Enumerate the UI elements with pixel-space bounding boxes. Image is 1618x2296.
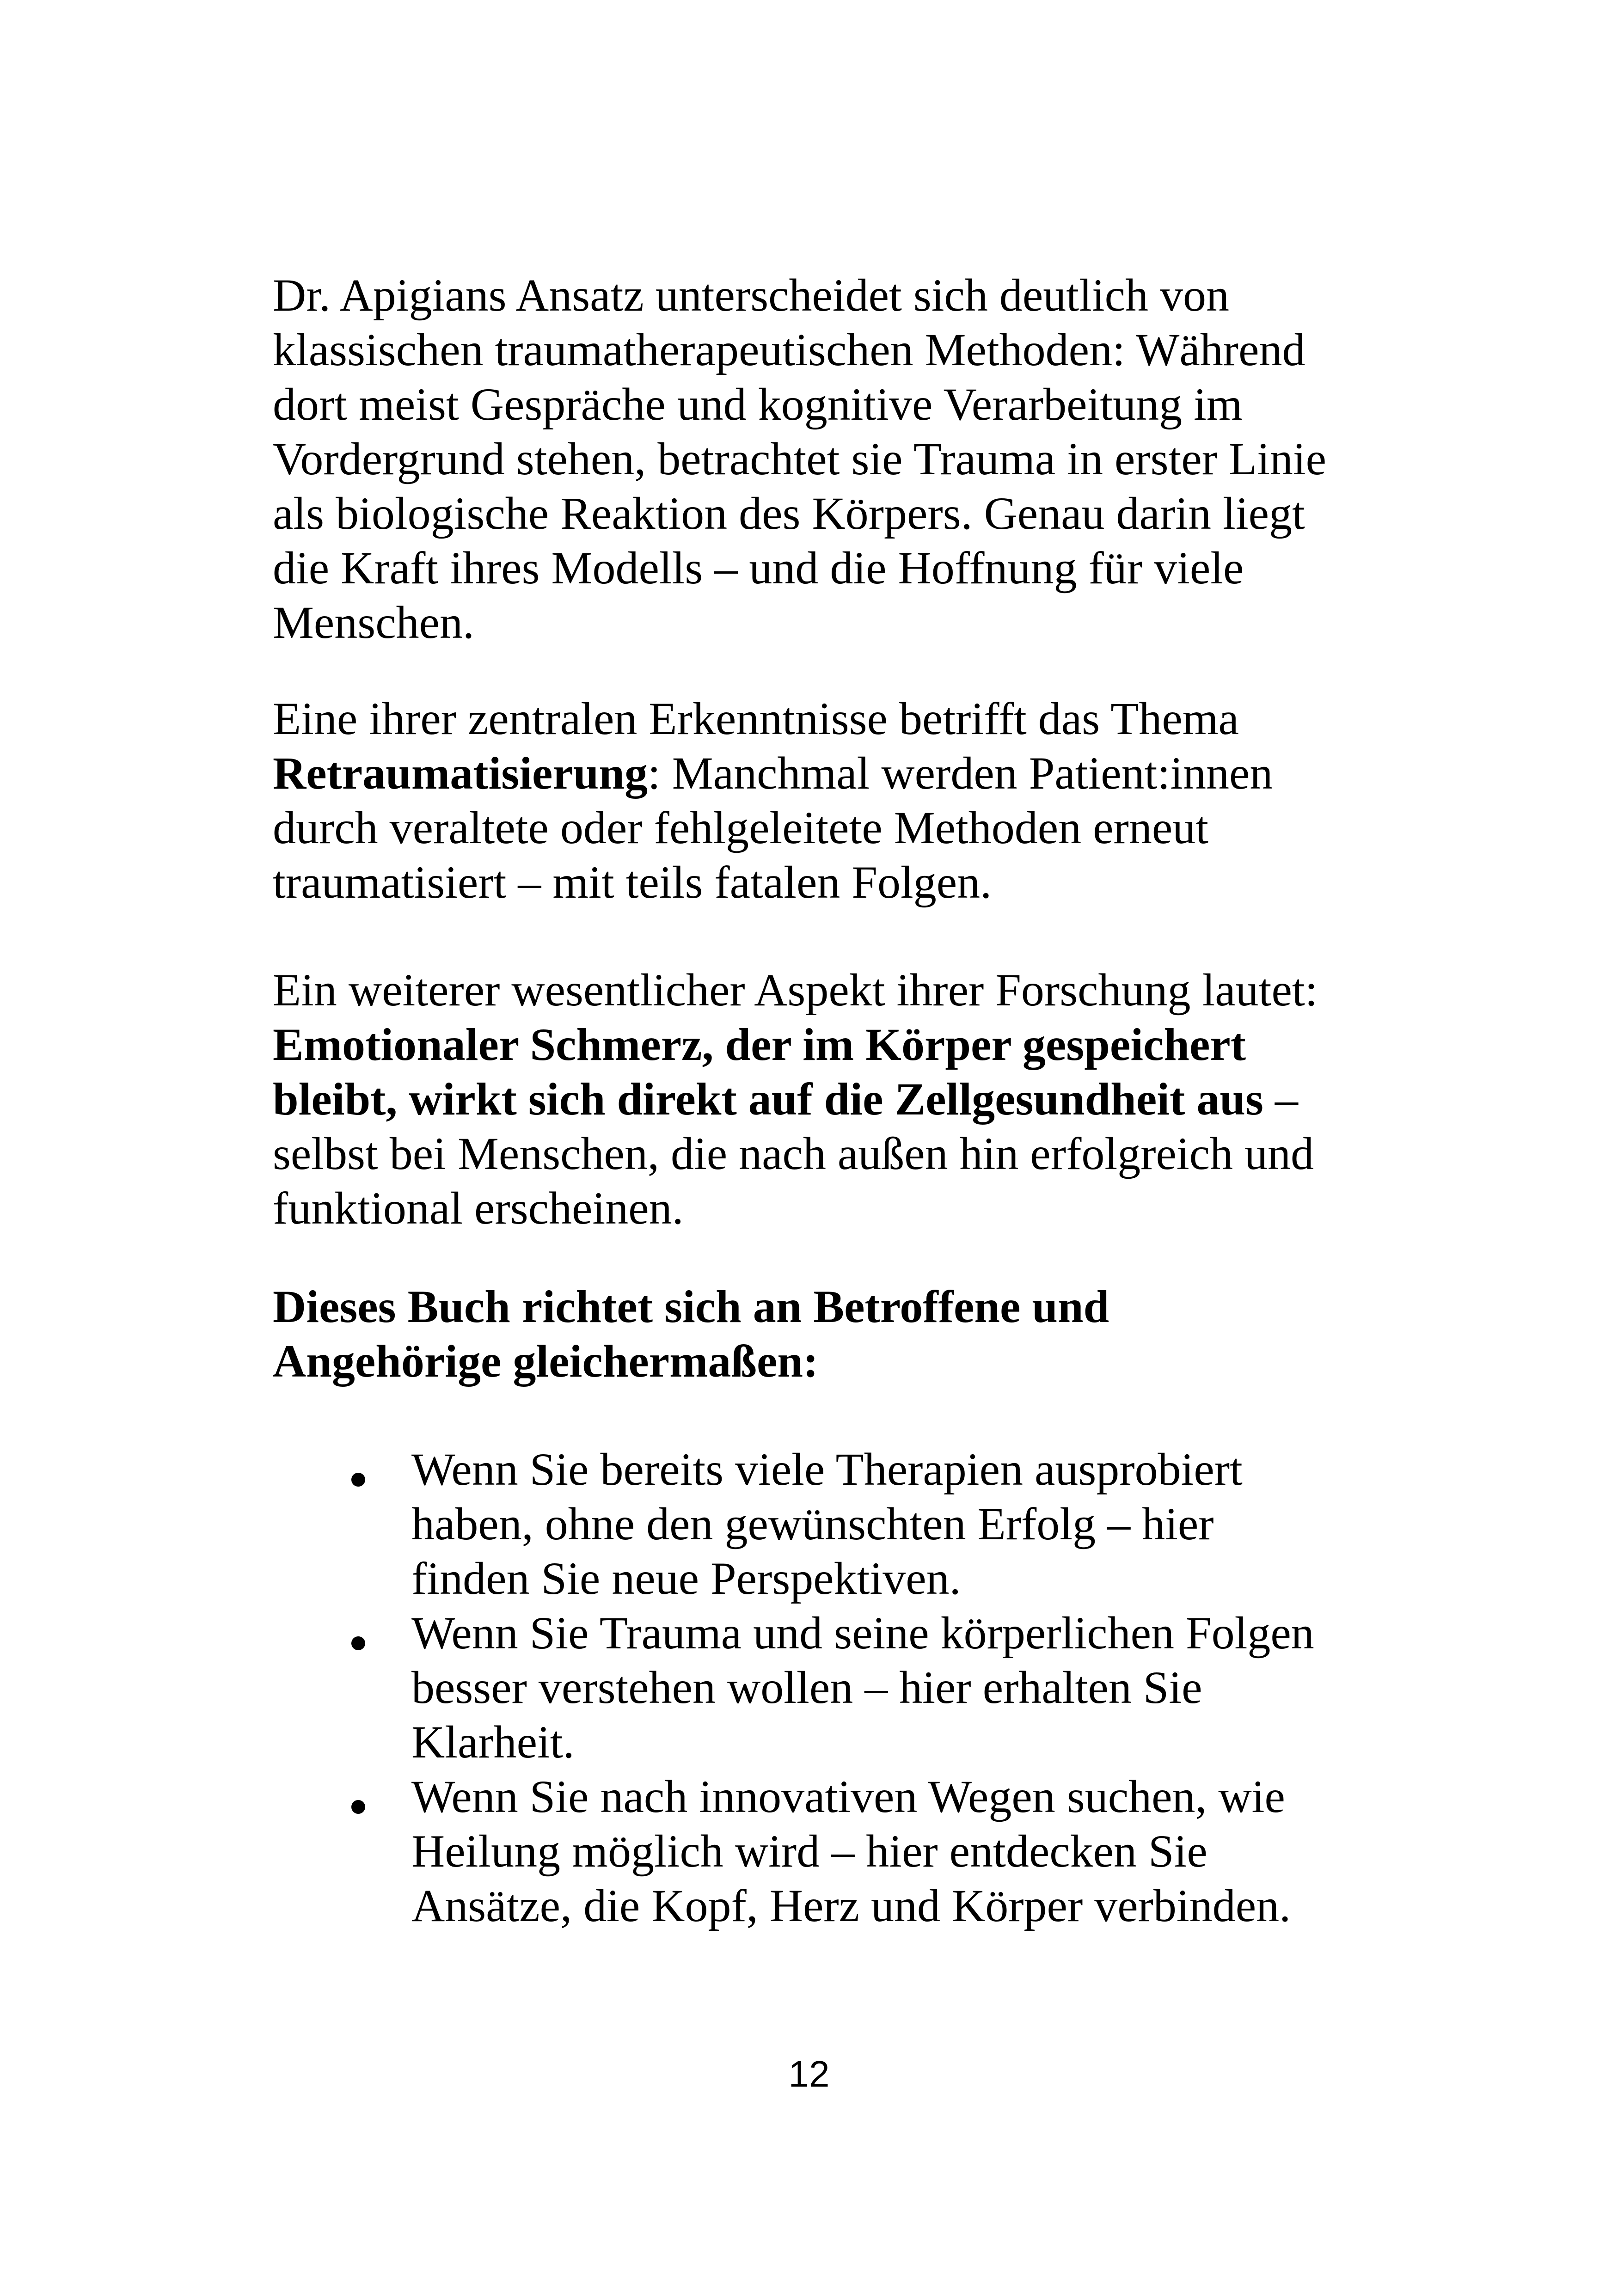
text-segment: : Manchmal werden Patient:innen	[648, 747, 1273, 799]
text-line	[273, 746, 1438, 801]
text-line: Klarheit.	[411, 1716, 575, 1768]
text-line: selbst bei Menschen, die nach außen hin erfolgreich und	[273, 1128, 1314, 1179]
text-line: Dr. Apigians Ansatz unterscheidet sich deutlich von	[273, 269, 1230, 321]
list-item	[273, 1606, 1438, 1769]
bullet-icon	[351, 1473, 365, 1487]
list-item	[273, 1442, 1438, 1606]
text-line: finden Sie neue Perspektiven.	[411, 1553, 961, 1604]
text-line: haben, ohne den gewünschten Erfolg – hier	[411, 1498, 1214, 1549]
text-line: Ansätze, die Kopf, Herz und Körper verbinden.	[411, 1880, 1291, 1931]
paragraph-retraumatisierung	[273, 692, 1438, 910]
bullet-icon	[351, 1636, 365, 1650]
text-line: klassischen traumatherapeutischen Methoden: Während	[273, 324, 1305, 375]
text-column	[273, 268, 1438, 1933]
text-line: Ein weiterer wesentlicher Aspekt ihrer Forschung lautet:	[273, 964, 1318, 1016]
text-line: traumatisiert – mit teils fatalen Folgen.	[273, 857, 992, 908]
text-line: Vordergrund stehen, betrachtet sie Trauma in erster Linie	[273, 433, 1327, 484]
text-line: Heilung möglich wird – hier entdecken Sie	[411, 1825, 1207, 1877]
page-number: 12	[788, 2053, 830, 2094]
text-line: Wenn Sie Trauma und seine körperlichen Folgen	[411, 1607, 1314, 1659]
section-heading	[273, 1280, 1438, 1389]
paragraph-forschung	[273, 963, 1438, 1236]
text-line: Wenn Sie nach innovativen Wegen suchen, wie	[411, 1771, 1285, 1822]
text-segment: –	[1263, 1073, 1298, 1125]
text-line: besser verstehen wollen – hier erhalten Sie	[411, 1662, 1202, 1713]
paragraph-intro	[273, 268, 1438, 650]
text-line: als biologische Reaktion des Körpers. Genau darin liegt	[273, 488, 1305, 539]
bullet-list	[273, 1442, 1438, 1933]
text-line: funktional erscheinen.	[273, 1182, 684, 1234]
heading-line: Angehörige gleichermaßen:	[273, 1335, 819, 1387]
text-line: Menschen.	[273, 597, 474, 648]
text-line: dort meist Gespräche und kognitive Verarbeitung im	[273, 379, 1243, 430]
heading-line: Dieses Buch richtet sich an Betroffene und	[273, 1281, 1109, 1332]
text-line	[273, 1072, 1438, 1127]
text-line: Eine ihrer zentralen Erkenntnisse betrifft das Thema	[273, 693, 1239, 744]
text-line: die Kraft ihres Modells – und die Hoffnung für viele	[273, 542, 1244, 594]
bold-segment: bleibt, wirkt sich direkt auf die Zellgesundheit aus	[273, 1073, 1263, 1125]
text-line: Wenn Sie bereits viele Therapien ausprobiert	[411, 1444, 1243, 1495]
bold-term: Retraumatisierung	[273, 747, 648, 799]
text-line-bold: Emotionaler Schmerz, der im Körper gespeichert	[273, 1019, 1246, 1070]
text-line: durch veraltete oder fehlgeleitete Methoden erneut	[273, 802, 1209, 853]
list-item	[273, 1769, 1438, 1933]
bullet-icon	[351, 1800, 365, 1814]
